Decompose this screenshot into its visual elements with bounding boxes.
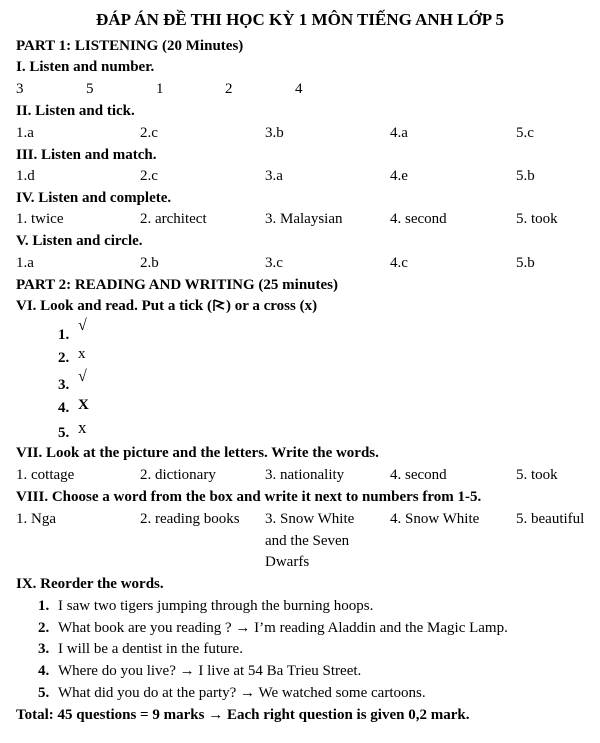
s4-answer-5: 5. took (516, 211, 558, 227)
s6-heading-start: VI. Look and read. Put a tick ( (16, 298, 212, 314)
part1-heading: PART 1: LISTENING (20 Minutes) (16, 38, 244, 54)
tick-box-icon (212, 299, 226, 312)
s9-item-4-num: 4. (38, 663, 50, 679)
s7-answer-4: 4. second (390, 467, 447, 483)
part2-heading: PART 2: READING AND WRITING (25 minutes) (16, 277, 338, 293)
s1-answer-2: 5 (86, 81, 94, 97)
s9-item-1-num: 1. (38, 598, 50, 614)
s3-answer-5: 5.b (516, 168, 535, 184)
s9-item-5-text: What did you do at the party? → We watched some cartoons. (58, 685, 426, 701)
s3-answer-2: 2.c (140, 168, 158, 184)
total-note: Total: 45 questions = 9 marks → Each right question is given 0,2 mark. (16, 707, 470, 723)
s7-answer-3: 3. nationality (265, 467, 345, 483)
section-4-heading: IV. Listen and complete. (16, 190, 172, 206)
s3-answer-3: 3.a (265, 168, 283, 184)
s3-answer-4: 4.e (390, 168, 408, 184)
s2-answer-2: 2.c (140, 125, 158, 141)
s9-item-1-text: I saw two tigers jumping through the burning hoops. (58, 598, 374, 614)
s6-item-2-num: 2. (58, 350, 70, 366)
s9-item-5-num: 5. (38, 685, 50, 701)
s6-item-1-mark: √ (78, 317, 87, 334)
s7-answer-5: 5. took (516, 467, 558, 483)
s4-answer-4: 4. second (390, 211, 447, 227)
s6-item-5-mark: x (78, 418, 87, 437)
s8-answer-2: 2. reading books (140, 511, 240, 527)
s4-answer-1: 1. twice (16, 211, 64, 227)
section-5-heading: V. Listen and circle. (16, 233, 143, 249)
section-6-heading (16, 297, 317, 315)
s4-answer-2: 2. architect (140, 211, 207, 227)
s5-answer-2: 2.b (140, 255, 159, 271)
s8-answer-3: 3. Snow White (265, 511, 355, 527)
s6-item-3-num: 3. (58, 377, 70, 393)
s3-answer-1: 1.d (16, 168, 35, 184)
s1-answer-1: 3 (16, 81, 24, 97)
s2-answer-1: 1.a (16, 125, 34, 141)
section-7-heading: VII. Look at the picture and the letters. Write the words. (16, 445, 379, 461)
s8-answer-3-line-2: and the Seven (265, 533, 350, 549)
s5-answer-1: 1.a (16, 255, 34, 271)
s8-answer-1: 1. Nga (16, 511, 56, 527)
s7-answer-1: 1. cottage (16, 467, 75, 483)
s6-heading-end: ) or a cross (x) (226, 298, 318, 314)
section-9-heading: IX. Reorder the words. (16, 576, 164, 592)
s9-item-2-num: 2. (38, 620, 50, 636)
s1-answer-5: 4 (295, 81, 303, 97)
s6-item-2-mark: x (78, 346, 86, 362)
s6-item-5-num: 5. (58, 425, 70, 441)
s8-answer-4: 4. Snow White (390, 511, 480, 527)
s7-answer-2: 2. dictionary (140, 467, 216, 483)
s2-answer-3: 3.b (265, 125, 284, 141)
document-title: ĐÁP ÁN ĐỀ THI HỌC KỲ 1 MÔN TIẾNG ANH LỚP 5 (96, 10, 504, 29)
s4-answer-3: 3. Malaysian (265, 211, 343, 227)
s5-answer-3: 3.c (265, 255, 283, 271)
section-2-heading: II. Listen and tick. (16, 103, 135, 119)
s9-item-4-text: Where do you live? → I live at 54 Ba Trieu Street. (58, 663, 362, 679)
s8-answer-5: 5. beautiful (516, 511, 585, 527)
s9-item-3-text: I will be a dentist in the future. (58, 641, 243, 657)
s8-answer-3-line-3: Dwarfs (265, 554, 310, 570)
s5-answer-4: 4.c (390, 255, 408, 271)
s2-answer-5: 5.c (516, 125, 534, 141)
s9-item-2-text: What book are you reading ? → I’m reading Aladdin and the Magic Lamp. (58, 620, 508, 636)
s5-answer-5: 5.b (516, 255, 535, 271)
s1-answer-3: 1 (156, 81, 164, 97)
section-1-heading: I. Listen and number. (16, 59, 155, 75)
section-3-heading: III. Listen and match. (16, 147, 157, 163)
s1-answer-4: 2 (225, 81, 233, 97)
s6-item-4-mark: X (78, 397, 89, 413)
s6-item-1-num: 1. (58, 327, 70, 343)
section-8-heading: VIII. Choose a word from the box and write it next to numbers from 1-5. (16, 489, 482, 505)
s9-item-3-num: 3. (38, 641, 50, 657)
s2-answer-4: 4.a (390, 125, 408, 141)
s6-item-4-num: 4. (58, 400, 70, 416)
s6-item-3-mark: √ (78, 368, 87, 385)
